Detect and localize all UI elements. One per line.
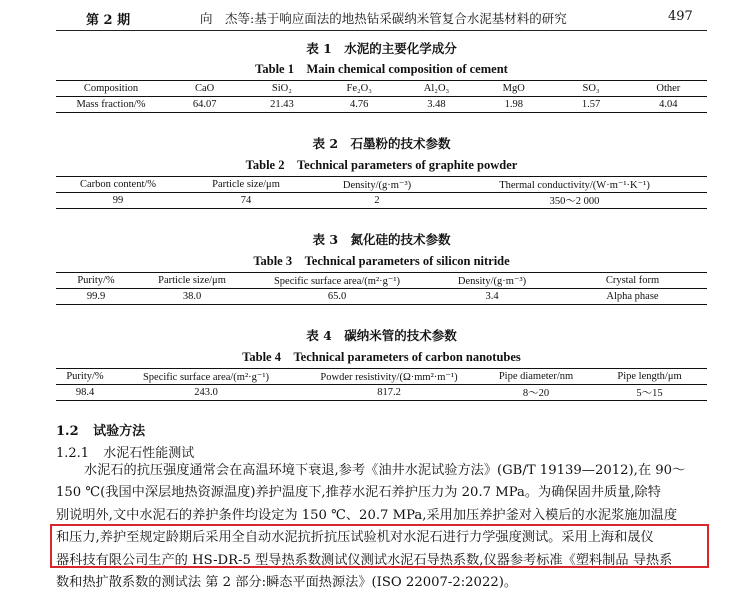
- highlight-box: [50, 524, 709, 568]
- table3: [56, 272, 707, 305]
- issue-number: 第 2 期: [86, 13, 131, 28]
- table3-header-cell: Crystal form: [558, 273, 707, 289]
- table4-cell: 8～20: [480, 385, 592, 401]
- table2-header-cell: Particle size/μm: [180, 177, 312, 193]
- table3-header-cell: Particle size/μm: [136, 273, 248, 289]
- paragraph-line: 别说明外,文中水泥石的养护条件均设定为 150 ℃、20.7 MPa,采用加压养护釜对入模后的水泥浆施加温度: [56, 507, 678, 523]
- table3-header-row: [56, 273, 707, 289]
- table4-cell: 817.2: [298, 385, 480, 401]
- page-header: [0, 0, 749, 28]
- table1-header-cell: SiO₂: [243, 81, 320, 97]
- table2-caption-cn: 表 2 石墨粉的技术参数: [312, 136, 451, 151]
- subsection-number: 1.2.1: [56, 446, 90, 461]
- table1-header-cell: CaO: [166, 81, 243, 97]
- table1-header-cell: Composition: [56, 81, 166, 97]
- table1-data-row: [56, 97, 707, 113]
- table2-header-cell: Carbon content/%: [56, 177, 180, 193]
- table4-header-row: [56, 369, 707, 385]
- table2-data-row: [56, 193, 707, 209]
- table1-header-cell: Other: [630, 81, 707, 97]
- table3-cell: 38.0: [136, 289, 248, 305]
- table1-cell: 4.76: [321, 97, 398, 113]
- table2-cell: 74: [180, 193, 312, 209]
- table4-caption-en: Table 4 Technical parameters of carbon nanotubes: [242, 350, 521, 364]
- subsection-heading: [56, 442, 194, 461]
- table1: [56, 80, 707, 113]
- table2-cell: 350～2 000: [442, 193, 707, 209]
- subsection-title: 水泥石性能测试: [103, 446, 195, 461]
- paragraph-line: 数和热扩散系数的测试法 第 2 部分:瞬态平面热源法》(ISO 22007-2:2022)。: [56, 574, 518, 590]
- table1-cell: 1.57: [552, 97, 629, 113]
- table4-data-row: [56, 385, 707, 401]
- table3-header-cell: Purity/%: [56, 273, 136, 289]
- table4-header-cell: Powder resistivity/(Ω·mm²·m⁻¹): [298, 369, 480, 385]
- table2-header-cell: Thermal conductivity/(W·m⁻¹·K⁻¹): [442, 177, 707, 193]
- table1-cell: 64.07: [166, 97, 243, 113]
- running-title: 向 杰等:基于响应面法的地热钻采碳纳米管复合水泥基材料的研究: [200, 11, 567, 26]
- table4-cell: 5～15: [592, 385, 707, 401]
- table2: [56, 176, 707, 209]
- table1-caption-cn: 表 1 水泥的主要化学成分: [306, 41, 457, 56]
- table4-caption-cn: 表 4 碳纳米管的技术参数: [306, 328, 457, 343]
- section-number: 1.2: [56, 424, 79, 439]
- table2-cell: 2: [312, 193, 442, 209]
- table3-caption-cn: 表 3 氮化硅的技术参数: [312, 232, 451, 247]
- table4: [56, 368, 707, 401]
- table3-data-row: [56, 289, 707, 305]
- table1-cell: 4.04: [630, 97, 707, 113]
- table1-header-cell: Fe₂O₃: [321, 81, 398, 97]
- table4-header-cell: Purity/%: [56, 369, 114, 385]
- table4-header-cell: Pipe diameter/nm: [480, 369, 592, 385]
- paragraph-line: 水泥石的抗压强度通常会在高温环境下衰退,参考《油井水泥试验方法》(GB/T 19139—2012),在 90～: [84, 463, 686, 478]
- table1-cell: 3.48: [398, 97, 475, 113]
- table2-header-row: [56, 177, 707, 193]
- table3-header-cell: Density/(g·m⁻³): [426, 273, 558, 289]
- table3-header-cell: Specific surface area/(m²·g⁻¹): [248, 273, 426, 289]
- table1-header-cell: Al₂O₃: [398, 81, 475, 97]
- section-title: 试验方法: [93, 424, 146, 439]
- section-heading: [56, 420, 145, 439]
- paragraph-line: 器科技有限公司生产的 HS-DR-5 型导热系数测试仪测试水泥石导热系数,仪器参考标准《塑料制品 导热系: [56, 552, 673, 568]
- table4-cell: 243.0: [114, 385, 298, 401]
- table1-cell: 21.43: [243, 97, 320, 113]
- table2-caption-en: Table 2 Technical parameters of graphite powder: [245, 158, 518, 172]
- table2-header-cell: Density/(g·m⁻³): [312, 177, 442, 193]
- table1-caption-en: Table 1 Main chemical composition of cement: [255, 62, 508, 76]
- table4-cell: 98.4: [56, 385, 114, 401]
- table4-header-cell: Specific surface area/(m²·g⁻¹): [114, 369, 298, 385]
- table2-cell: 99: [56, 193, 180, 209]
- table4-header-cell: Pipe length/μm: [592, 369, 707, 385]
- page-number: 497: [668, 9, 693, 24]
- table1-header-cell: SO₃: [552, 81, 629, 97]
- table1-header-row: [56, 81, 707, 97]
- table3-cell: 3.4: [426, 289, 558, 305]
- table1-cell: 1.98: [475, 97, 552, 113]
- table1-cell: Mass fraction/%: [56, 97, 166, 113]
- table3-caption-en: Table 3 Technical parameters of silicon nitride: [253, 254, 510, 268]
- table3-cell: Alpha phase: [558, 289, 707, 305]
- paragraph-line: 和压力,养护至规定龄期后采用全自动水泥抗折抗压试验机对水泥石进行力学强度测试。采用上海和晟仪: [56, 530, 654, 546]
- table3-cell: 99.9: [56, 289, 136, 305]
- table3-cell: 65.0: [248, 289, 426, 305]
- header-rule: [56, 30, 707, 31]
- paragraph-line: 150 ℃(我国中深层地热资源温度)养护温度下,推荐水泥石养护压力为 20.7 MPa。为确保固井质量,除特: [56, 485, 661, 501]
- table1-header-cell: MgO: [475, 81, 552, 97]
